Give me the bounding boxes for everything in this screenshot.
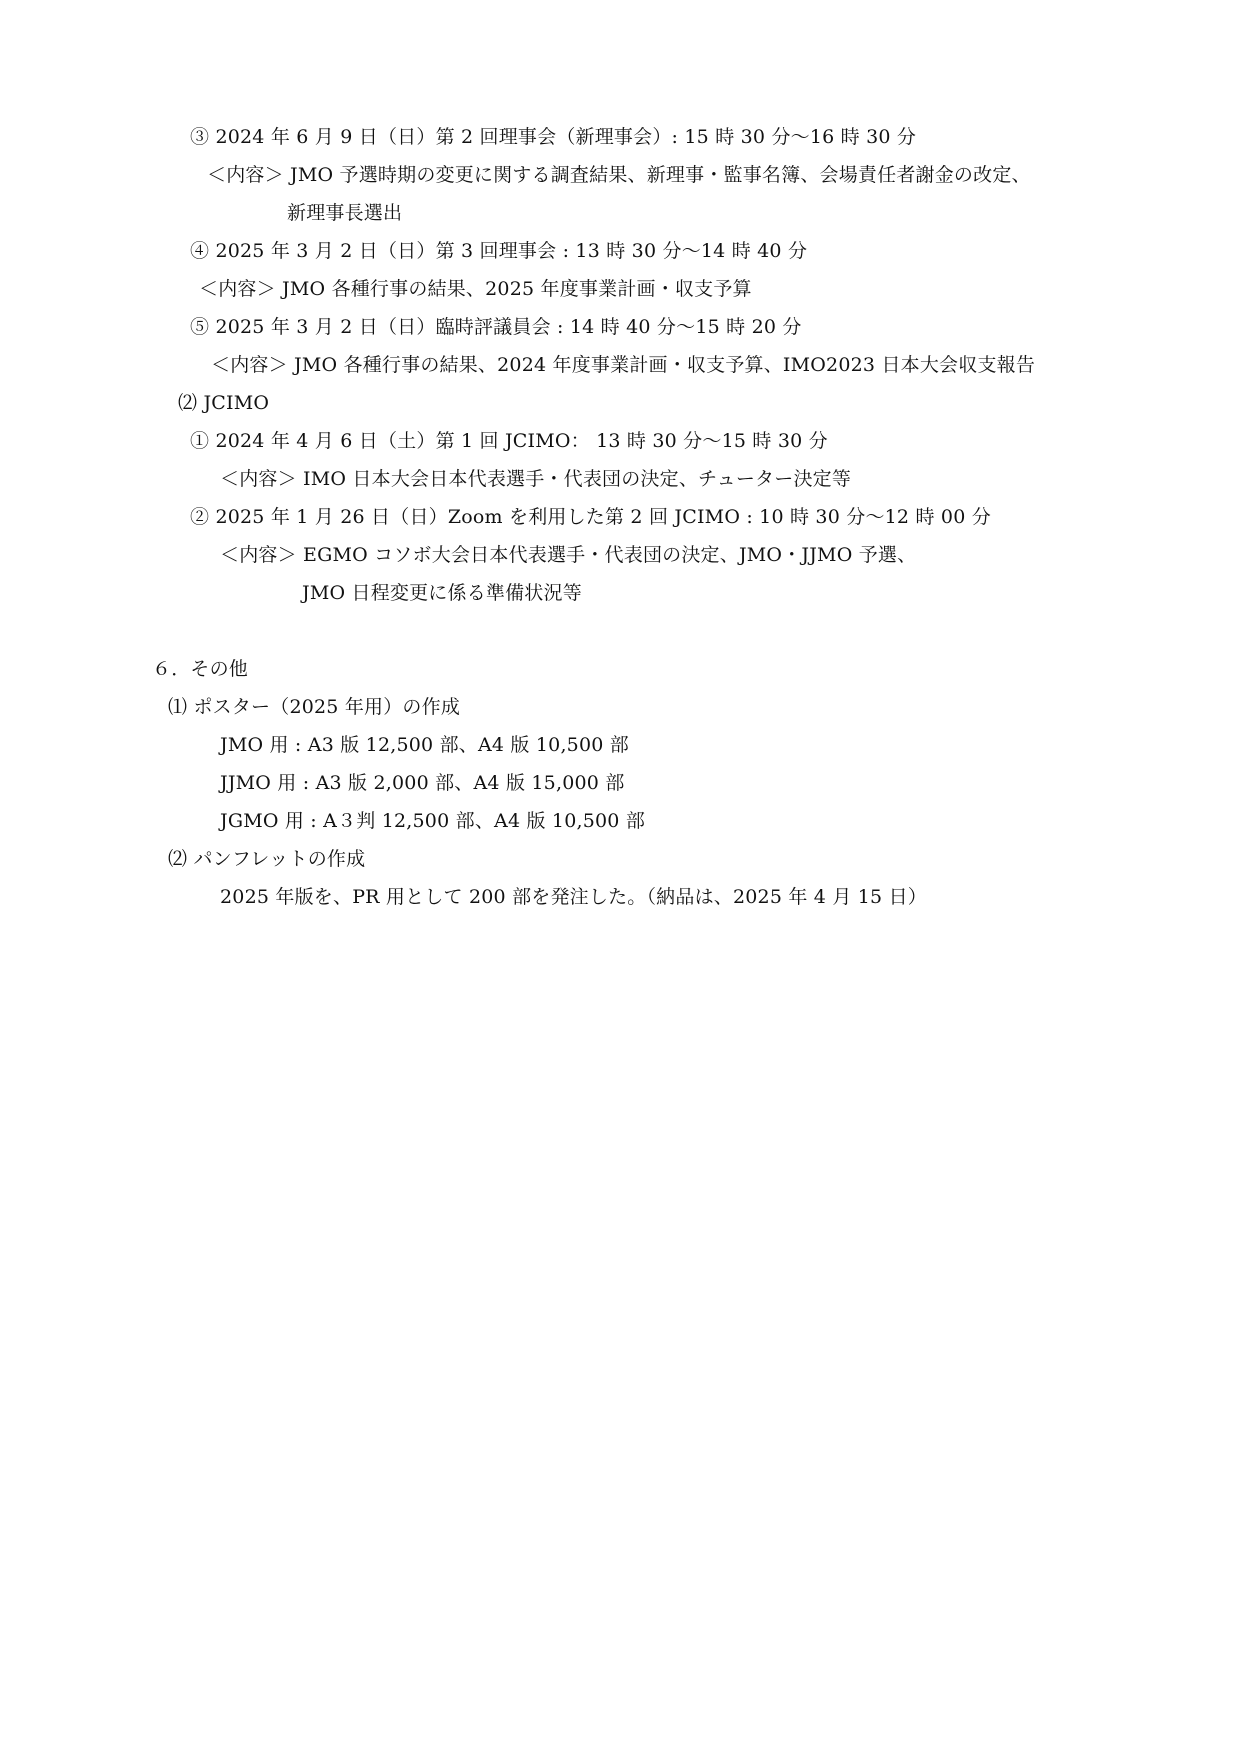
meeting-item-3-title: ③ 2024 年 6 月 9 日（日）第 2 回理事会（新理事会）: 15 時 30 分〜16 時 30 分 <box>190 126 917 148</box>
poster-jjmo-line: JJMO 用 : A3 版 2,000 部、A4 版 15,000 部 <box>220 772 625 794</box>
pamphlet-body: 2025 年版を、PR 用として 200 部を発注した。（納品は、2025 年 4 月 15 日） <box>220 886 927 908</box>
poster-heading: ⑴ ポスター（2025 年用）の作成 <box>168 696 461 718</box>
poster-jmo-line: JMO 用 : A3 版 12,500 部、A4 版 10,500 部 <box>220 734 629 756</box>
pamphlet-heading: ⑵ パンフレットの作成 <box>168 848 366 870</box>
jcimo-heading: ⑵ JCIMO <box>178 392 270 414</box>
jcimo-item-2-title: ② 2025 年 1 月 26 日（日）Zoom を利用した第 2 回 JCIMO : 10 時 30 分〜12 時 00 分 <box>190 506 991 528</box>
poster-jgmo-line: JGMO 用 : A３判 12,500 部、A4 版 10,500 部 <box>220 810 646 832</box>
meeting-item-4-content: ＜内容＞ JMO 各種行事の結果、2025 年度事業計画・収支予算 <box>199 278 752 300</box>
jcimo-item-1-content: ＜内容＞ IMO 日本大会日本代表選手・代表団の決定、チューター決定等 <box>220 468 852 490</box>
meeting-item-5-title: ⑤ 2025 年 3 月 2 日（日）臨時評議員会 : 14 時 40 分〜15 時 20 分 <box>190 316 802 338</box>
jcimo-item-2-content-continued: JMO 日程変更に係る準備状況等 <box>302 582 582 604</box>
meeting-item-3-content: ＜内容＞ JMO 予選時期の変更に関する調査結果、新理事・監事名簿、会場責任者謝金の改定、 <box>207 164 1031 186</box>
meeting-item-3-content-continued: 新理事長選出 <box>287 202 403 224</box>
jcimo-item-1-title: ① 2024 年 4 月 6 日（土）第 1 回 JCIMO： 13 時 30 分〜15 時 30 分 <box>190 430 828 452</box>
section-6-heading: ６．その他 <box>152 658 249 680</box>
jcimo-item-2-content: ＜内容＞ EGMO コソボ大会日本代表選手・代表団の決定、JMO・JJMO 予選、 <box>220 544 917 566</box>
meeting-item-4-title: ④ 2025 年 3 月 2 日（日）第 3 回理事会 : 13 時 30 分〜14 時 40 分 <box>190 240 808 262</box>
meeting-item-5-content: ＜内容＞ JMO 各種行事の結果、2024 年度事業計画・収支予算、IMO2023 日本大会収支報告 <box>211 354 1036 376</box>
